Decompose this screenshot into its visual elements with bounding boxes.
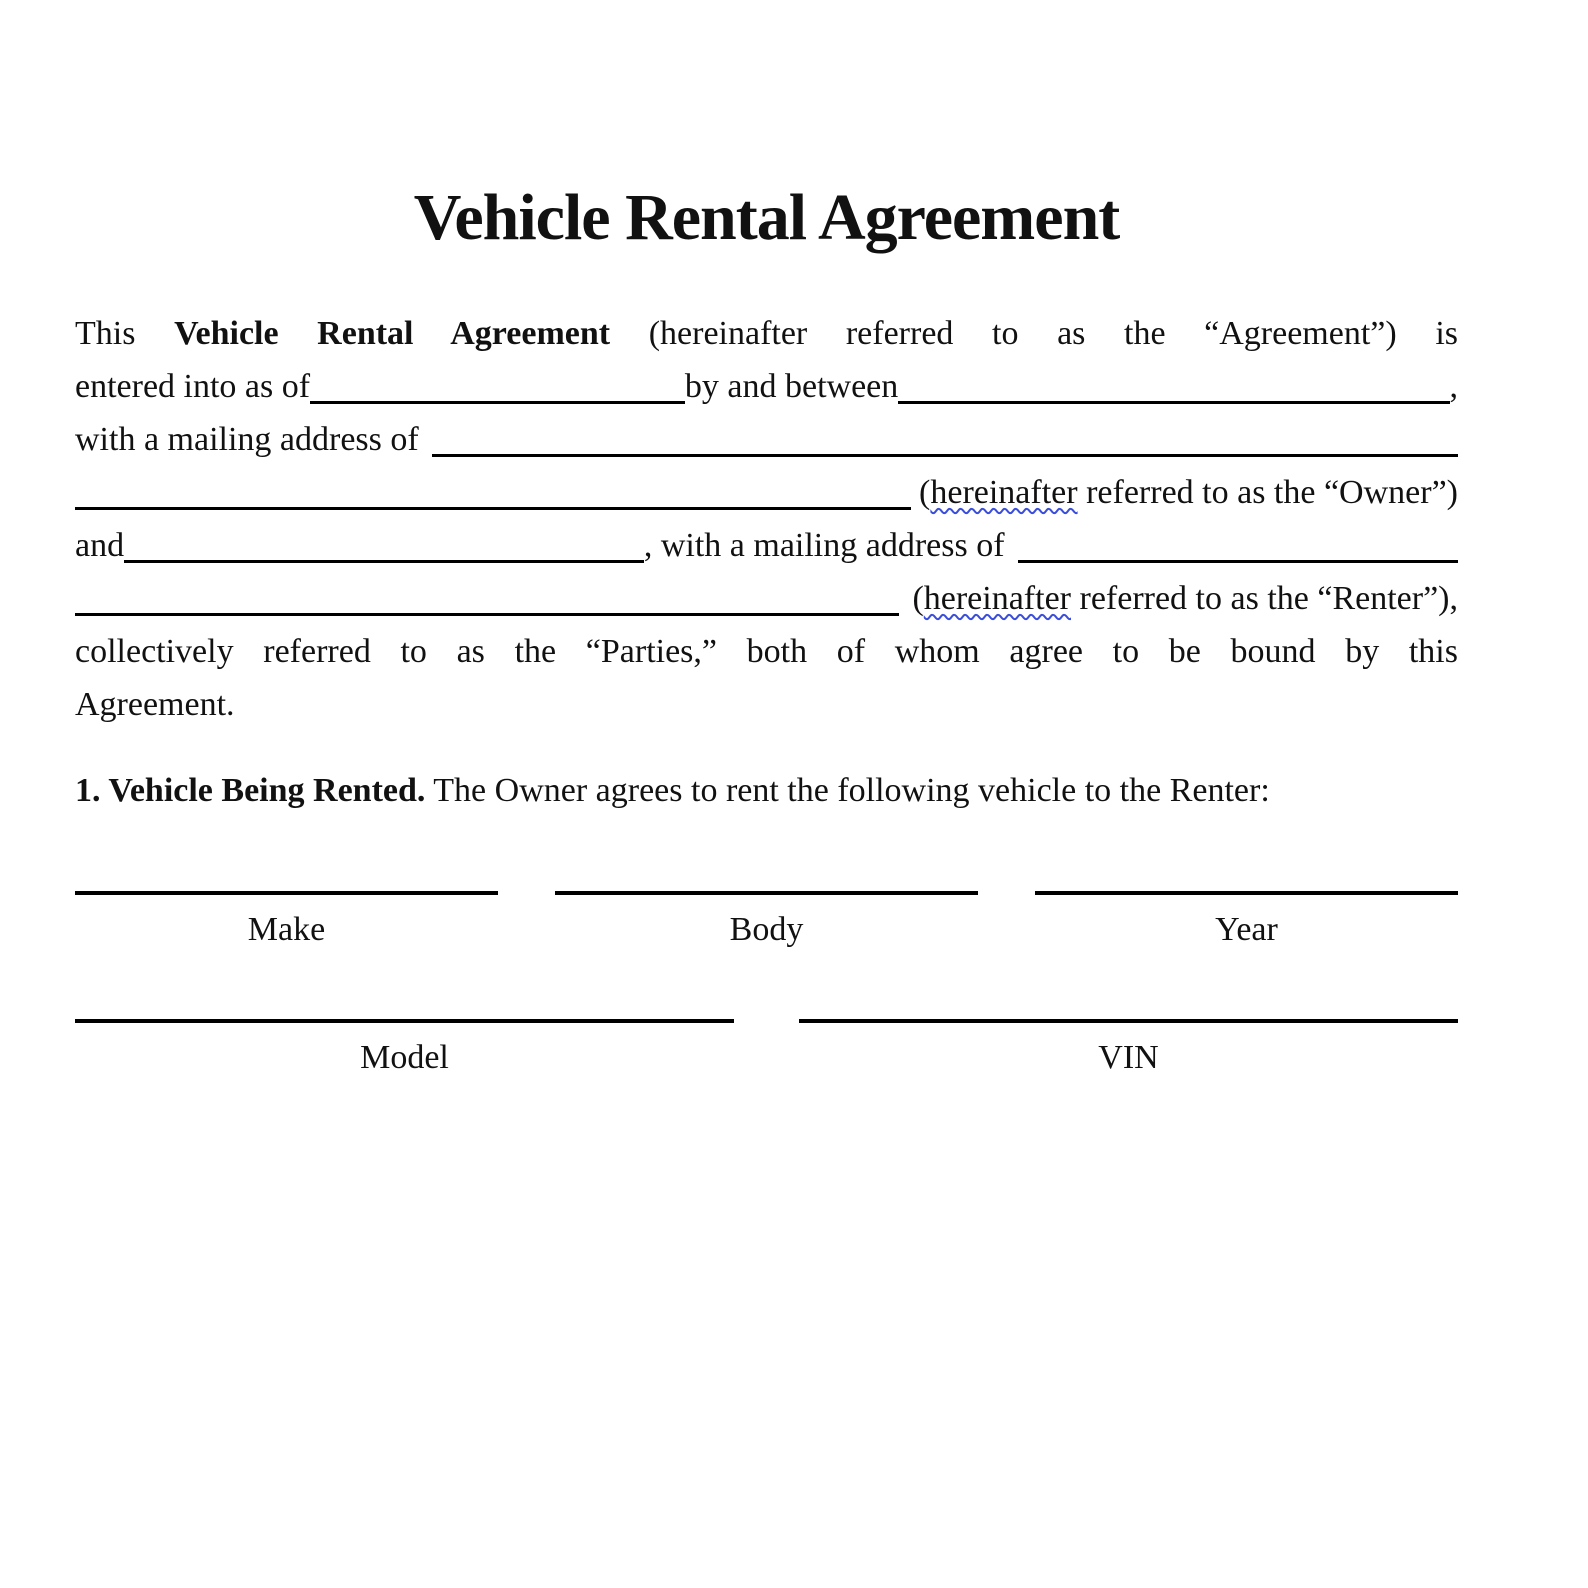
- renter-mailing-address-text: , with a mailing address of: [643, 526, 1005, 564]
- owner-address-blank-1[interactable]: [432, 454, 1458, 457]
- intro-line-1-rest: (hereinafter referred to as the “Agreement”) is: [610, 314, 1458, 352]
- agreement-bold-phrase: Vehicle Rental Agreement: [174, 314, 611, 352]
- body-field-label: Body: [729, 910, 804, 948]
- year-field: [1035, 891, 1458, 949]
- make-field: [75, 891, 498, 949]
- intro-line-8: Agreement.: [75, 685, 235, 723]
- owner-name-blank[interactable]: [898, 401, 1449, 404]
- vehicle-fields-row-2: [75, 1019, 1458, 1077]
- vin-field-label: VIN: [1098, 1038, 1159, 1076]
- hereinafter-wavy-underlined-word-owner: hereinafter: [930, 473, 1078, 511]
- intro-line-2: [75, 360, 1458, 413]
- make-field-label: Make: [247, 910, 326, 948]
- referred-renter-text: referred to as the “Renter”),: [1071, 579, 1458, 617]
- body-field: [555, 891, 978, 949]
- owner-address-blank-2[interactable]: [75, 507, 911, 510]
- intro-line-6: [75, 572, 1458, 625]
- hereinafter-wavy-underlined-word-renter: hereinafter: [923, 579, 1071, 617]
- entered-into-text: entered into as of: [75, 367, 311, 405]
- open-paren-text-2: (: [912, 579, 924, 617]
- year-field-line[interactable]: [1035, 891, 1458, 895]
- section-1-heading: 1. Vehicle Being Rented.: [75, 771, 426, 809]
- model-field: [75, 1019, 734, 1077]
- intro-line-4: [75, 466, 1458, 519]
- model-field-line[interactable]: [75, 1019, 734, 1023]
- renter-address-blank-2[interactable]: [75, 613, 899, 616]
- intro-line-1-text: This: [75, 314, 175, 352]
- document-title: Vehicle Rental Agreement: [413, 181, 1120, 254]
- vin-field-line[interactable]: [799, 1019, 1458, 1023]
- renter-name-blank[interactable]: [124, 560, 644, 563]
- section-1-paragraph: [75, 764, 1458, 817]
- section-1-body-text: The Owner agrees to rent the following vehicle to the Renter:: [425, 771, 1270, 809]
- vin-field: [799, 1019, 1458, 1077]
- intro-line-3: [75, 413, 1458, 466]
- year-field-label: Year: [1215, 910, 1278, 948]
- and-text: and: [75, 526, 125, 564]
- intro-line-1: [75, 307, 1458, 360]
- owner-mailing-address-text: with a mailing address of: [75, 420, 419, 458]
- intro-line-5: [75, 519, 1458, 572]
- comma-text: ,: [1449, 367, 1458, 405]
- intro-line-7: collectively referred to as the “Parties,” both of whom agree to be bound by this: [75, 632, 1458, 670]
- model-field-label: Model: [360, 1038, 449, 1076]
- by-and-between-text: by and between: [684, 367, 899, 405]
- open-paren-text: (: [919, 473, 931, 511]
- referred-owner-text: referred to as the “Owner”): [1077, 473, 1458, 511]
- vehicle-fields-row-1: [75, 891, 1458, 949]
- make-field-line[interactable]: [75, 891, 498, 895]
- body-field-line[interactable]: [555, 891, 978, 895]
- renter-address-blank-1[interactable]: [1018, 560, 1458, 563]
- date-blank[interactable]: [310, 401, 685, 404]
- intro-paragraph: [75, 307, 1458, 731]
